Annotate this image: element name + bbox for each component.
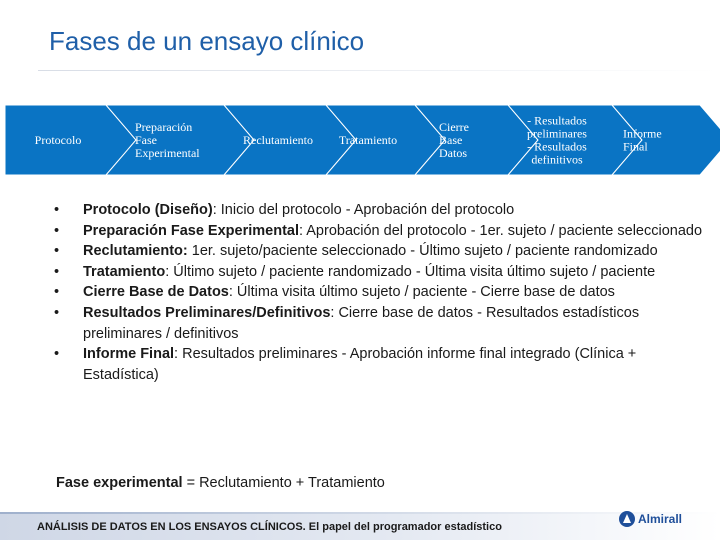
phase-range: : Última visita último sujeto / paciente - Cierre base de datos bbox=[228, 284, 615, 301]
flow-step-label: Base bbox=[439, 133, 463, 147]
experimental-phase-summary bbox=[56, 475, 385, 491]
flow-step-label: Cierre bbox=[439, 120, 469, 134]
bullet-marker: • bbox=[54, 284, 60, 301]
phase-range: 1er. sujeto/paciente seleccionado - Último sujeto / paciente randomizado bbox=[187, 243, 658, 260]
phase-name: Cierre Base de Datos bbox=[83, 284, 229, 301]
phase-description-item bbox=[54, 344, 704, 385]
flow-step-label: Informe bbox=[623, 126, 662, 141]
flow-step-label: Final bbox=[623, 139, 648, 154]
almirall-logo bbox=[618, 509, 682, 529]
phase-name: Protocolo (Diseño) bbox=[83, 202, 213, 218]
phase-description-item bbox=[54, 241, 704, 262]
flow-step-label: Tratamiento bbox=[338, 133, 398, 147]
phase-description-item bbox=[54, 200, 704, 221]
phase-flow-diagram bbox=[0, 100, 720, 180]
phase-description-item bbox=[54, 282, 704, 303]
logo-text: Almirall bbox=[638, 512, 683, 526]
footer-caption bbox=[37, 521, 502, 533]
phase-range: : Último sujeto / paciente randomizado - Última visita último sujeto / paciente bbox=[165, 263, 656, 280]
slide-title: Fases de un ensayo clínico bbox=[49, 26, 365, 56]
phase-name: Informe Final bbox=[83, 346, 175, 363]
footer-line bbox=[0, 512, 720, 514]
phase-description-list bbox=[54, 200, 704, 385]
bullet-marker: • bbox=[54, 202, 60, 218]
phase-description-item bbox=[54, 303, 704, 344]
flow-step-label: preliminares bbox=[527, 126, 587, 141]
flow-step-label: - Resultados bbox=[527, 113, 587, 128]
bullet-marker: • bbox=[54, 222, 60, 239]
bullet-marker: • bbox=[54, 346, 60, 363]
flow-step-label: Preparación bbox=[135, 120, 193, 134]
phase-name: Tratamiento bbox=[83, 263, 166, 280]
footer-caption-rest: El papel del programador estadístico bbox=[305, 521, 502, 533]
phase-description-item bbox=[54, 221, 704, 242]
flow-step-label: Datos bbox=[439, 146, 467, 160]
bullet-marker: • bbox=[54, 263, 60, 280]
bullet-marker: • bbox=[54, 243, 60, 260]
phase-range: : Cierre base de datos - Resultados estadísticos preliminares / definitivos bbox=[83, 304, 640, 342]
flow-step-label: Reclutamiento bbox=[243, 133, 313, 147]
summary-definition: = Reclutamiento + Tratamiento bbox=[182, 475, 385, 491]
flow-step-label: Fase bbox=[135, 133, 157, 147]
bullet-marker: • bbox=[54, 304, 60, 321]
phase-description-item bbox=[54, 262, 704, 283]
phase-range: : Aprobación del protocolo - 1er. sujeto / paciente seleccionado bbox=[299, 222, 703, 239]
flow-step-label: Experimental bbox=[135, 146, 200, 160]
summary-term: Fase experimental bbox=[56, 475, 183, 491]
phase-name: Resultados Preliminares/Definitivos bbox=[83, 304, 331, 321]
almirall-logo-icon bbox=[618, 510, 636, 528]
phase-range: : Resultados preliminares - Aprobación informe final integrado (Clínica + Estadística) bbox=[83, 346, 637, 383]
flow-step-label: definitivos bbox=[531, 152, 583, 167]
footer-caption-bold: ANÁLISIS DE DATOS EN LOS ENSAYOS CLÍNICOS. bbox=[37, 521, 306, 533]
flow-step-label: - Resultados bbox=[527, 139, 587, 154]
phase-name: Reclutamiento: bbox=[83, 243, 188, 260]
phase-name: Preparación Fase Experimental bbox=[83, 222, 299, 239]
title-divider bbox=[38, 70, 718, 71]
flow-step-label: Protocolo bbox=[34, 133, 82, 147]
phase-range: : Inicio del protocolo - Aprobación del protocolo bbox=[212, 202, 515, 218]
